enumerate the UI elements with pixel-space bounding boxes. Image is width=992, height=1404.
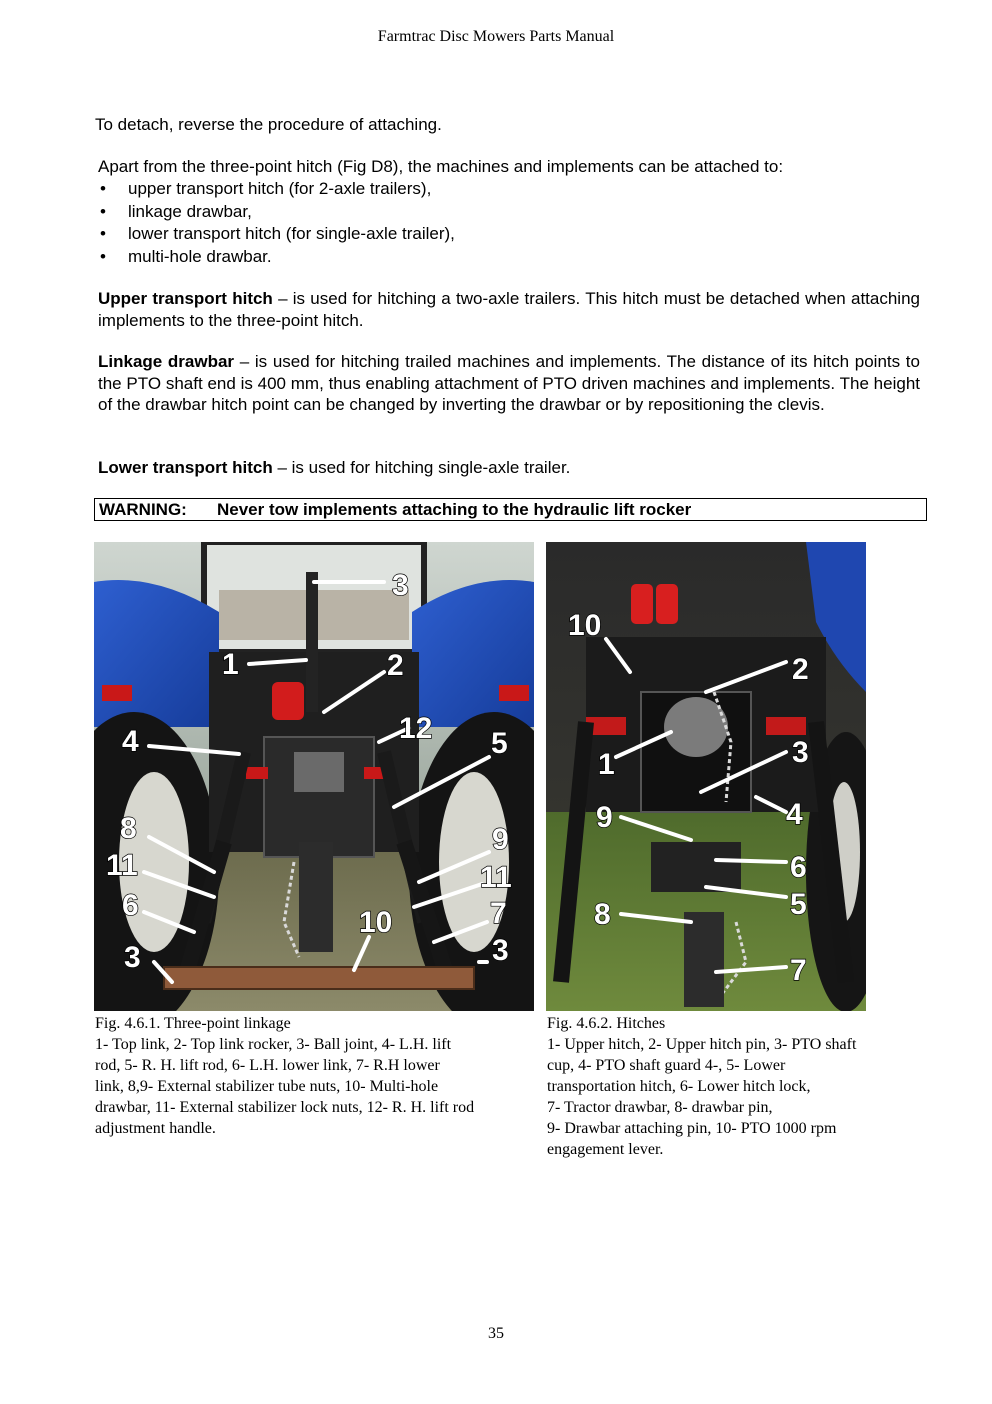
attachment-intro-paragraph: Apart from the three-point hitch (Fig D8), the machines and implements can be attached to: <box>98 157 784 176</box>
warning-text: Never tow implements attaching to the hydraulic lift rocker <box>217 500 692 519</box>
hitches-photo <box>546 542 866 1011</box>
callout-label: 12 <box>399 712 433 745</box>
caption-line: 1- Upper hitch, 2- Upper hitch pin, 3- PTO shaft <box>547 1036 857 1053</box>
figure-caption-hitches <box>547 1013 917 1160</box>
caption-line: link, 8,9- External stabilizer tube nuts, 10- Multi-hole <box>95 1078 439 1095</box>
lower-hitch-term: Lower transport hitch <box>98 458 273 477</box>
callout-label: 6 <box>790 851 807 884</box>
detach-paragraph: To detach, reverse the procedure of attaching. <box>95 115 442 134</box>
page-number: 35 <box>488 1325 504 1342</box>
callout-label: 3 <box>392 569 409 602</box>
caption-line: rod, 5- R. H. lift rod, 6- L.H. lower link, 7- R.H lower <box>95 1057 440 1074</box>
callout-label: 7 <box>790 954 807 987</box>
callout-label: 2 <box>387 649 404 682</box>
callout-label: 5 <box>491 727 508 760</box>
list-item: • lower transport hitch (for single-axle trailer), <box>98 223 455 246</box>
caption-line: 9- Drawbar attaching pin, 10- PTO 1000 rpm <box>547 1120 837 1137</box>
callout-label: 2 <box>792 653 809 686</box>
attachment-options-list <box>98 178 455 268</box>
callout-label: 10 <box>359 906 393 939</box>
lower-hitch-paragraph <box>98 457 920 479</box>
callout-label: 11 <box>106 849 138 882</box>
callout-label: 7 <box>490 897 507 930</box>
warning-box <box>94 498 927 521</box>
callout-label: 3 <box>792 736 809 769</box>
caption-line: adjustment handle. <box>95 1120 216 1137</box>
callout-label: 9 <box>492 823 509 856</box>
linkage-drawbar-paragraph <box>98 351 920 416</box>
caption-line: engagement lever. <box>547 1141 664 1158</box>
figure-caption-three-point-linkage <box>95 1013 535 1139</box>
list-item: • multi-hole drawbar. <box>98 246 455 269</box>
caption-line: 1- Top link, 2- Top link rocker, 3- Ball joint, 4- L.H. lift <box>95 1036 452 1053</box>
callout-label: 3 <box>124 941 141 974</box>
callout-label: 1 <box>222 648 239 681</box>
callout-label: 4 <box>122 725 139 758</box>
callout-label: 5 <box>790 888 807 921</box>
callout-label: 3 <box>492 934 509 967</box>
caption-line: drawbar, 11- External stabilizer lock nuts, 12- R. H. lift rod <box>95 1099 475 1116</box>
callout-label: 11 <box>480 861 512 894</box>
upper-hitch-paragraph <box>98 288 920 331</box>
list-item: • linkage drawbar, <box>98 201 455 224</box>
callout-label: 8 <box>594 898 611 931</box>
running-header: Farmtrac Disc Mowers Parts Manual <box>377 28 615 45</box>
list-item: • upper transport hitch (for 2-axle trailers), <box>98 178 455 201</box>
caption-line: 7- Tractor drawbar, 8- drawbar pin, <box>547 1099 773 1116</box>
warning-label: WARNING: <box>99 500 187 519</box>
callout-label: 4 <box>786 798 803 831</box>
lower-hitch-text: – is used for hitching single-axle trailer. <box>272 458 571 477</box>
caption-line: cup, 4- PTO shaft guard 4-, 5- Lower <box>547 1057 786 1074</box>
caption-title: Fig. 4.6.2. Hitches <box>547 1015 666 1032</box>
caption-title: Fig. 4.6.1. Three-point linkage <box>95 1015 291 1032</box>
upper-hitch-text: – is used for hitching a two-axle trailers. This hitch must be detached when attaching implements to the three-point hitch. <box>98 289 920 330</box>
upper-hitch-term: Upper transport hitch <box>98 289 273 308</box>
linkage-drawbar-term: Linkage drawbar <box>98 352 235 371</box>
callout-label: 1 <box>598 748 615 781</box>
callout-label: 9 <box>596 801 613 834</box>
caption-line: transportation hitch, 6- Lower hitch lock, <box>547 1078 811 1095</box>
three-point-linkage-photo <box>94 542 534 1011</box>
callout-label: 6 <box>122 889 139 922</box>
callout-label: 10 <box>568 609 602 642</box>
callout-label: 8 <box>120 812 137 845</box>
linkage-drawbar-text: – is used for hitching trailed machines and implements. The distance of its hitch points to the PTO shaft end is 400 mm, thus enabling attachment of PTO driven machines and implements. The height of the drawbar hitch point can be changed by inverting the drawbar or by repositioning the clevis. <box>98 352 920 414</box>
